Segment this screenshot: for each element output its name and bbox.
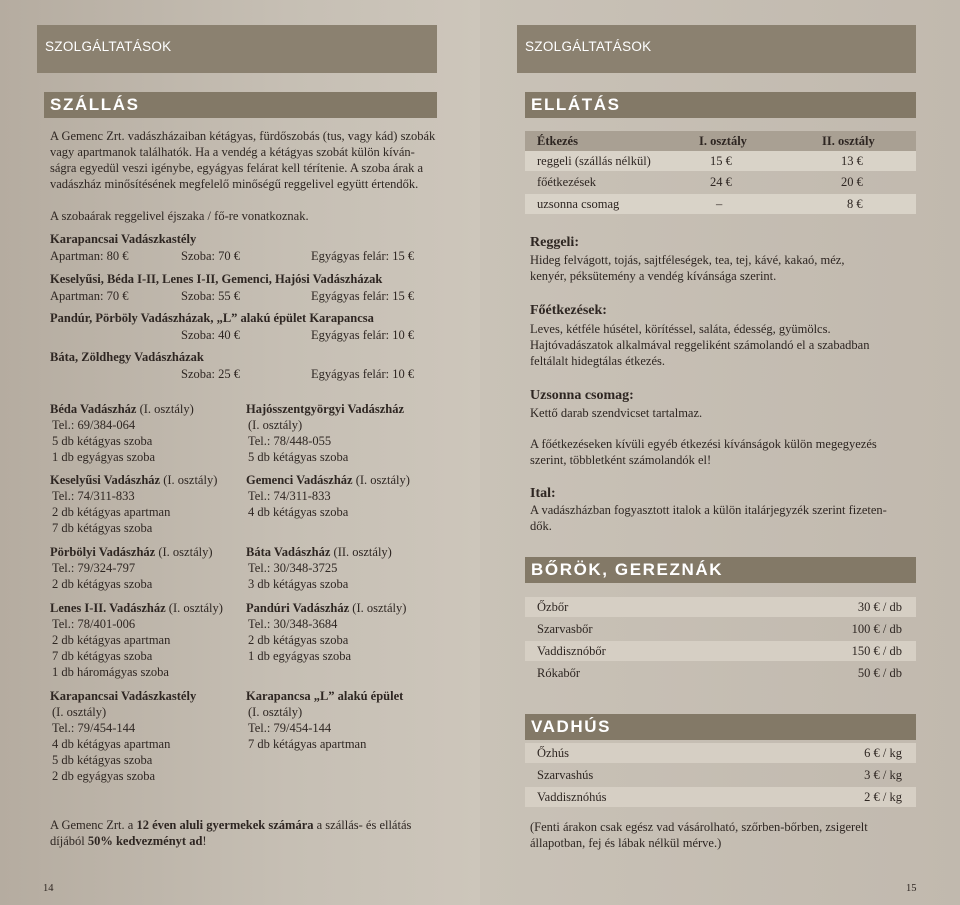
intro-line: ságra egyedül veszi igénybe, egyágyas felárat kell térítenie. A szoba árak a [50, 161, 424, 175]
house-line: 5 db kétágyas szoba [52, 434, 153, 448]
house-line: Tel.: 78/448-055 [248, 434, 332, 448]
intro-line: vadászház minősítésének megfelelő minőségű reggelivel együtt értendők. [50, 177, 419, 191]
foetkezes-text: Leves, kétféle húsétel, körítéssel, saláta, édesség, gyümölcs. [530, 322, 831, 336]
house-heading: Gemenci Vadászház (I. osztály) [246, 473, 410, 487]
reggeli-text: Hideg felvágott, tojás, sajtféleségek, tea, tej, kávé, kakaó, méz, [530, 253, 845, 267]
price-group-name: Pandúr, Pörböly Vadászházak, „L” alakú épület Karapancsa [50, 311, 374, 325]
house-line: Tel.: 79/454-144 [52, 721, 136, 735]
hide-row: Vaddisznóbőr 150 € / db [525, 641, 916, 661]
price-felar: Egyágyas felár: 10 € [311, 367, 415, 381]
left-header-title: SZOLGÁLTATÁSOK [45, 39, 172, 54]
house-line: (I. osztály) [248, 705, 303, 719]
house-line: 2 db kétágyas apartman [52, 505, 171, 519]
house-line: 2 db kétágyas apartman [52, 633, 171, 647]
meat-row: Szarvashús 3 € / kg [537, 768, 902, 782]
house-line: 7 db kétágyas apartman [248, 737, 367, 751]
house-heading: Keselyűsi Vadászház (I. osztály) [50, 473, 218, 487]
vadhus-section-bar [525, 714, 916, 740]
szallas-section-title: SZÁLLÁS [50, 95, 140, 114]
meat-row: Őzhús 6 € / kg [525, 743, 916, 763]
price-group-name: Keselyűsi, Béda I-II, Lenes I-II, Gemenci, Hajósi Vadászházak [50, 272, 383, 286]
house-line: 1 db egyágyas szoba [248, 649, 352, 663]
house-heading: Pandúri Vadászház (I. osztály) [246, 601, 407, 615]
uzsonna-text: Kettő darab szendvicset tartalmaz. [530, 406, 703, 420]
house-line: 1 db háromágyas szoba [52, 665, 169, 679]
ellatas-section-bar [525, 92, 916, 118]
house-heading: Lenes I-II. Vadászház (I. osztály) [50, 601, 223, 615]
ital-text: A vadászházban fogyasztott italok a külön italárjegyzék szerint fizeten- [530, 503, 887, 517]
page-number: 14 [43, 883, 54, 894]
ital-title: Ital: [530, 486, 556, 501]
foetkezes-title: Főétkezések: [530, 303, 607, 318]
house-line: 2 db kétágyas szoba [248, 633, 349, 647]
house-line: (I. osztály) [248, 418, 303, 432]
right-header-title: SZOLGÁLTATÁSOK [525, 39, 652, 54]
borok-section-title: BŐRÖK, GEREZNÁK [531, 560, 724, 579]
house-line: 1 db egyágyas szoba [52, 450, 156, 464]
house-line: Tel.: 78/401-006 [52, 617, 136, 631]
price-apartman: Apartman: 70 € [50, 289, 129, 303]
price-felar: Egyágyas felár: 10 € [311, 328, 415, 342]
page-number: 15 [906, 883, 917, 894]
price-felar: Egyágyas felár: 15 € [311, 249, 415, 263]
house-line: Tel.: 74/311-833 [248, 489, 331, 503]
house-line: Tel.: 79/454-144 [248, 721, 332, 735]
foetkezes-text: feltálalt hidegtálas étkezés. [530, 354, 666, 368]
house-heading: Karapancsai Vadászkastély [50, 689, 197, 703]
intro-line: vagy apartmanok találhatók. Ha a vendég a kétágyas szobát külön kíván- [50, 145, 415, 159]
house-heading: Karapancsa „L” alakú épület [246, 689, 404, 703]
price-szoba: Szoba: 25 € [181, 367, 241, 381]
price-group-name: Karapancsai Vadászkastély [50, 232, 197, 246]
house-line: 5 db kétágyas szoba [248, 450, 349, 464]
vadhus-section-title: VADHÚS [531, 717, 612, 736]
meal-table-row: uzsonna csomag – 8 € [525, 194, 916, 214]
ital-text: dők. [530, 519, 552, 533]
foetkezes-text: Hajtóvadászatok alkalmával reggeliként számolandó el a szabadban [530, 338, 870, 352]
house-heading: Béda Vadászház (I. osztály) [50, 402, 194, 416]
house-line: 5 db kétágyas szoba [52, 753, 153, 767]
house-heading: Hajósszentgyörgyi Vadászház [246, 402, 404, 416]
price-szoba: Szoba: 55 € [181, 289, 241, 303]
discount-line: A Gemenc Zrt. a 12 éven aluli gyermekek számára a szállás- és ellátás [50, 818, 412, 832]
price-felar: Egyágyas felár: 15 € [311, 289, 415, 303]
szallas-section-bar [44, 92, 437, 118]
footnote-line: állapotban, fej és lábak nélkül mérve.) [530, 836, 722, 850]
price-szoba: Szoba: 70 € [181, 249, 241, 263]
price-apartman: Apartman: 80 € [50, 249, 129, 263]
house-line: Tel.: 69/384-064 [52, 418, 136, 432]
ellatas-section-title: ELLÁTÁS [531, 95, 621, 114]
intro-line: A Gemenc Zrt. vadászházaiban kétágyas, fürdőszobás (tus, vagy kád) szobák [50, 129, 436, 143]
house-line: Tel.: 79/324-797 [52, 561, 136, 575]
hide-row: Őzbőr 30 € / db [525, 597, 916, 617]
house-line: 2 db egyágyas szoba [52, 769, 156, 783]
meal-table-header: Étkezés I. osztály II. osztály [525, 131, 916, 151]
house-line: 7 db kétágyas szoba [52, 649, 153, 663]
house-line: 4 db kétágyas apartman [52, 737, 171, 751]
meal-table-row: főétkezések 24 € 20 € [537, 175, 863, 189]
house-line: 3 db kétágyas szoba [248, 577, 349, 591]
house-line: 4 db kétágyas szoba [248, 505, 349, 519]
reggeli-text: kenyér, péksütemény a vendég kívánsága szerint. [530, 269, 777, 283]
price-szoba: Szoba: 40 € [181, 328, 241, 342]
house-heading: Báta Vadászház (II. osztály) [246, 545, 392, 559]
hide-row: Rókabőr 50 € / db [537, 666, 902, 680]
left-header-bar [37, 25, 437, 73]
uzsonna-title: Uzsonna csomag: [530, 388, 634, 403]
house-line: 2 db kétágyas szoba [52, 577, 153, 591]
price-group-name: Báta, Zöldhegy Vadászházak [50, 350, 204, 364]
hide-row: Szarvasbőr 100 € / db [537, 622, 902, 636]
house-line: Tel.: 74/311-833 [52, 489, 135, 503]
footnote-line: (Fenti árakon csak egész vad vásárolható, szőrben-bőrben, zsigerelt [530, 820, 868, 834]
meat-row: Vaddisznóhús 2 € / kg [525, 787, 916, 807]
right-header-bar [517, 25, 916, 73]
extra-text: A főétkezéseken kívüli egyéb étkezési kívánságok külön megegyezés [530, 437, 877, 451]
house-line: Tel.: 30/348-3684 [248, 617, 338, 631]
discount-line: díjából 50% kedvezményt ad! [50, 834, 207, 848]
reggeli-title: Reggeli: [530, 235, 579, 250]
extra-text: szerint, többletként számolandók el! [530, 453, 712, 467]
borok-section-bar [525, 557, 916, 583]
meal-table-row: reggeli (szállás nélkül) 15 € 13 € [525, 151, 916, 171]
price-note: A szobaárak reggelivel éjszaka / fő-re vonatkoznak. [50, 209, 309, 223]
house-line: Tel.: 30/348-3725 [248, 561, 338, 575]
house-line: (I. osztály) [52, 705, 107, 719]
house-heading: Pörbölyi Vadászház (I. osztály) [50, 545, 213, 559]
house-line: 7 db kétágyas szoba [52, 521, 153, 535]
